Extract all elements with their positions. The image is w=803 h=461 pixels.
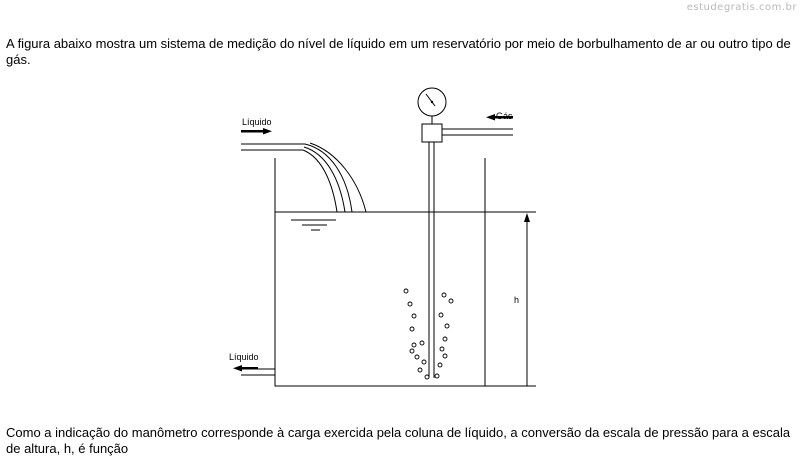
question-intro: A figura abaixo mostra um sistema de medição do nível de líquido em um reservatório por meio de borbulhamento de ar ou outro tipo de gás. [6,36,791,67]
label-liquid-out: Líquido [229,352,259,362]
gauge-block [422,124,442,142]
label-height: h [514,295,520,305]
tank-walls [275,158,485,386]
gauge-needle [426,94,435,106]
liquid-jet [305,144,352,212]
site-watermark: estudegratis.com.br [686,2,797,13]
question-stem: Como a indicação do manômetro corresponde à carga exercida pela coluna de líquido, a conversão da escala de pressão para a escala de altura, h, é função [6,425,791,456]
label-gas: Gás [496,111,513,121]
label-liquid-in: Líquido [242,117,272,127]
